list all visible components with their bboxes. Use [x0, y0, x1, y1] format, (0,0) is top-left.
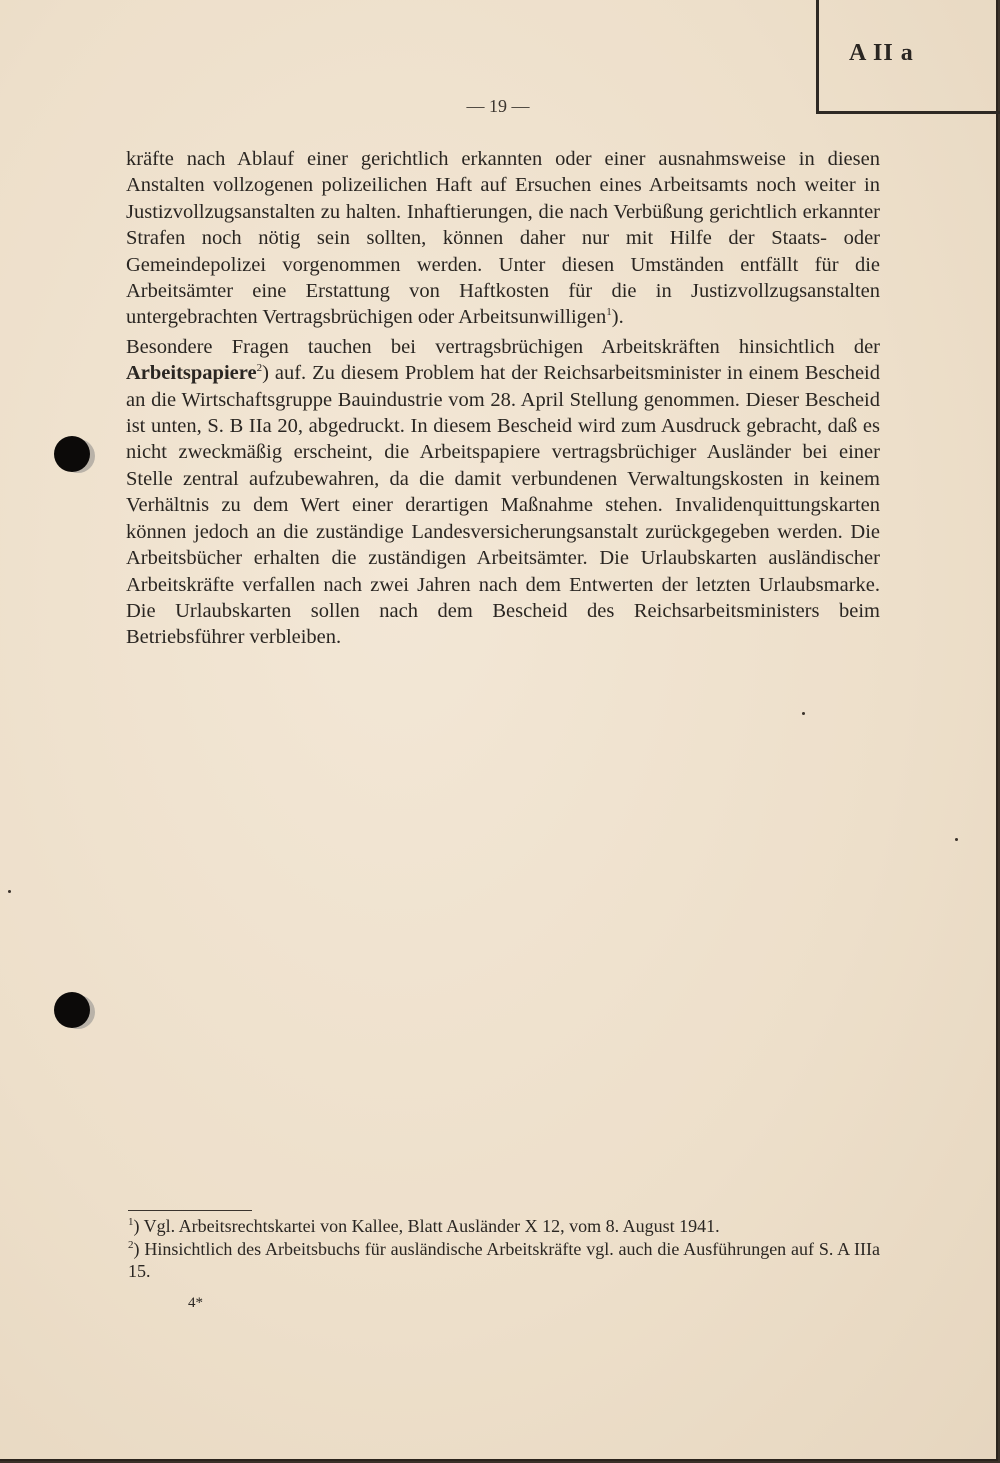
paper-speck — [802, 712, 805, 715]
footnote-2-text: ) Hinsichtlich des Arbeitsbuchs für ausländische Arbeitskräfte vgl. auch die Ausführungen auf S. A IIIa 15. — [128, 1238, 880, 1281]
punch-hole-bottom — [54, 992, 90, 1028]
body-text — [126, 146, 880, 651]
paper-speck — [955, 838, 958, 841]
footnote-2-mark: 2 — [128, 1238, 134, 1251]
footnote-2 — [128, 1238, 880, 1283]
paper-speck — [8, 890, 11, 893]
punch-hole-top — [54, 436, 90, 472]
footnote-1-mark: 1 — [128, 1216, 134, 1228]
paragraph-1-text: kräfte nach Ablauf einer gerichtlich erkannten oder einer ausnahmsweise in diesen Anstalten vollzogenen polizeilichen Haft auf Ersuchen eines Arbeitsamts noch weiter in Justizvollzugsanstalten zu halten. Inhaftierungen, die nach Verbüßung gerichtlich erkannter Strafen noch nötig sein sollten, können daher nur mit Hilfe der Staats- oder Gemeindepolizei vorgenommen werden. Unter diesen Umständen entfällt für die Arbeitsämter eine Erstattung von Haftkosten für die in Justizvollzugsanstalten untergebrachten Vertragsbrüchigen oder Arbeitsunwilligen — [126, 148, 880, 329]
paragraph-2-start: Besondere Fragen tauchen bei vertragsbrüchigen Arbeitskräften hinsichtlich der — [126, 335, 880, 358]
paragraph-1-end: ). — [611, 306, 624, 329]
footnote-1-text: ) Vgl. Arbeitsrechtskartei von Kallee, Blatt Ausländer X 12, vom 8. August 1941. — [133, 1216, 720, 1236]
paragraph-1 — [126, 146, 880, 331]
paragraph-2-rest: ) auf. Zu diesem Problem hat der Reichsarbeitsminister in einem Bescheid an die Wirtschaftsgruppe Bauindustrie vom 28. April Stellung genommen. Dieser Bescheid ist unten, S. B IIa 20, abgedruckt. In diesem Bescheid wird zum Ausdruck gebracht, daß es nicht zweckmäßig erscheint, die Arbeitspapiere vertragsbrüchiger Ausländer bei einer Stelle zentral aufzubewahren, da die damit verbundenen Verwaltungskosten in keinem Verhältnis zu dem Wert einer derartigen Maßnahme stehen. Invalidenquittungskarten können jedoch an die zuständige Landesversicherungsanstalt zurückgegeben werden. Die Arbeitsbücher erhalten die zuständigen Arbeitsämter. Die Urlaubskarten ausländischer Arbeitskräfte verfallen nach zwei Jahren nach dem Entwerten der letzten Urlaubsmarke. Die Urlaubskarten sollen nach dem Bescheid des Reichsarbeitsministers beim Betriebsführer verbleiben. — [126, 362, 880, 649]
section-label: A II a — [849, 40, 914, 66]
footnotes — [128, 1215, 880, 1283]
paragraph-2-bold-term: Arbeitspapiere — [126, 362, 257, 385]
page-number: — 19 — — [466, 96, 530, 116]
sheet-signature-mark: 4* — [188, 1295, 203, 1311]
footnote-1 — [128, 1215, 880, 1238]
footnote-ref-1: 1 — [606, 306, 612, 319]
footnote-rule — [128, 1210, 252, 1211]
footnote-ref-2: 2 — [256, 362, 263, 375]
paragraph-2 — [126, 334, 880, 651]
